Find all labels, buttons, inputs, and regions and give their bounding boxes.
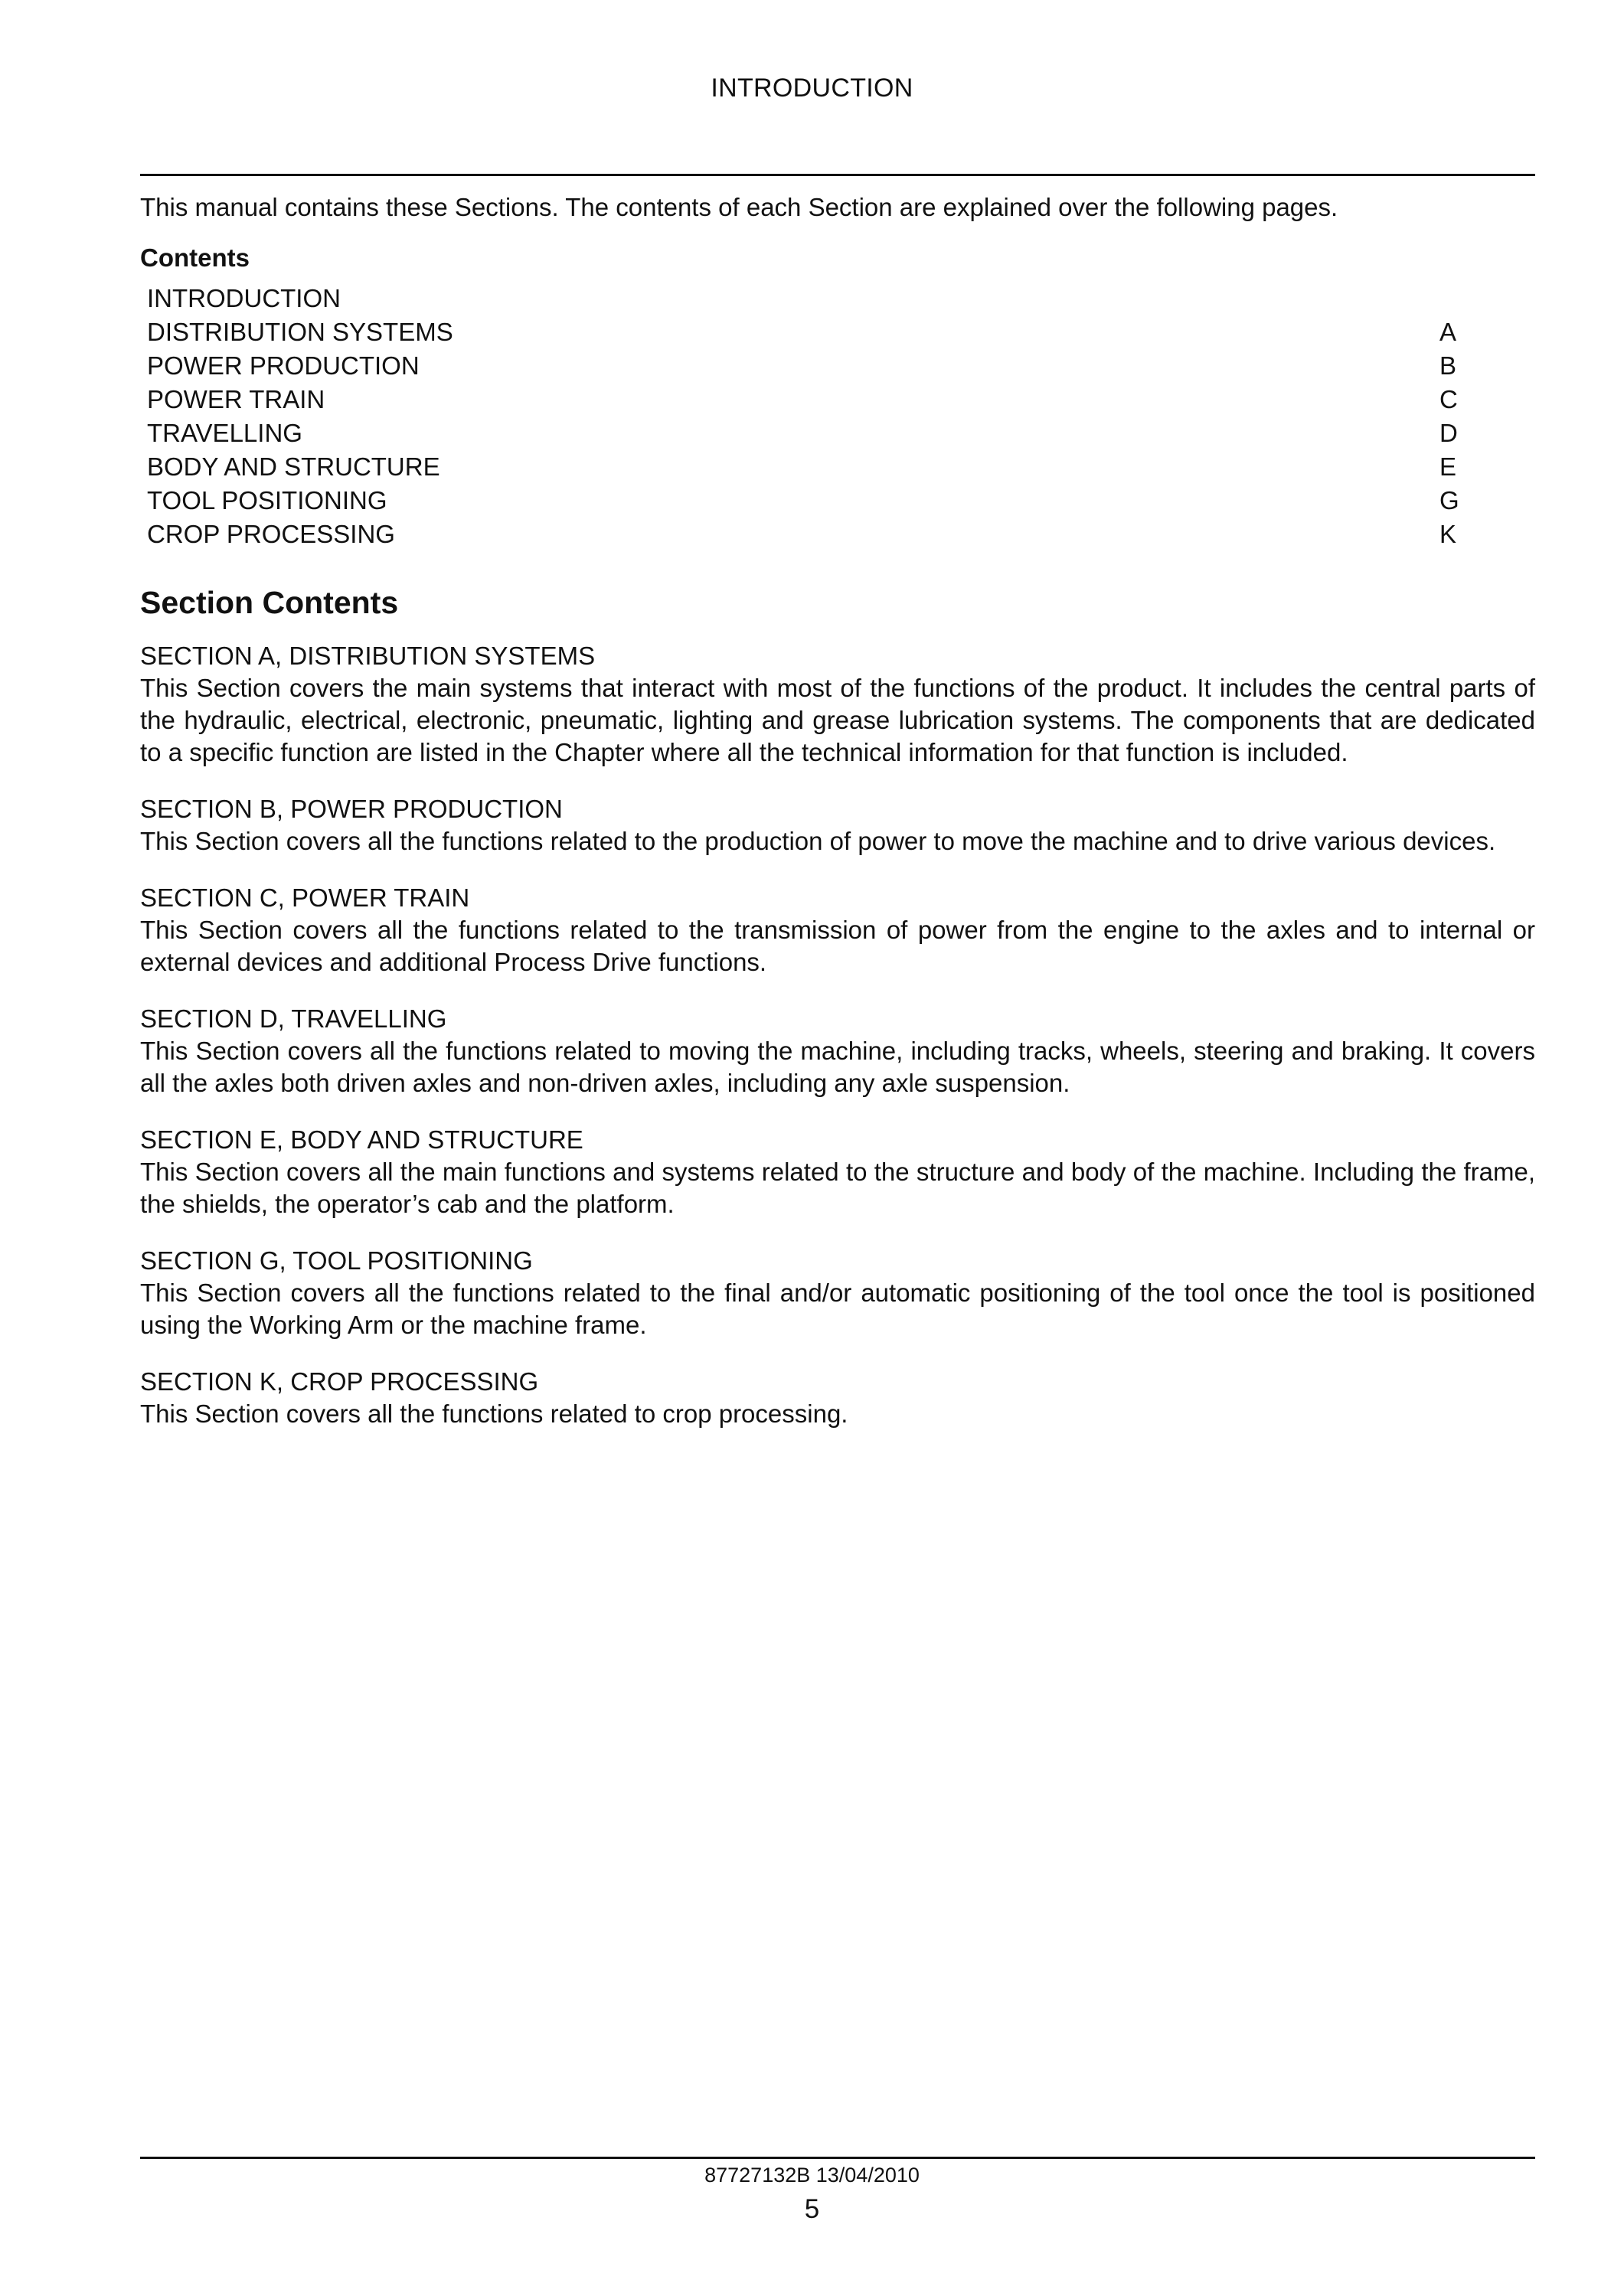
section-description: This Section covers all the functions related to the production of power to move the machine and to drive various devices. <box>140 827 1496 855</box>
contents-label: CROP PROCESSING <box>147 520 395 548</box>
section-description: This Section covers all the main functions and systems related to the structure and body of the machine. Including the frame, the shields, the operator’s cab and the platform. <box>140 1158 1535 1218</box>
section-description: This Section covers all the functions related to moving the machine, including tracks, wheels, steering and braking. It covers all the axles both driven axles and non-driven axles, including any axle suspension. <box>140 1037 1535 1097</box>
section-description: This Section covers all the functions related to the final and/or automatic positioning of the tool once the tool is positioned using the Working Arm or the machine frame. <box>140 1279 1535 1339</box>
contents-row <box>147 484 1535 518</box>
section-contents-heading: Section Contents <box>140 585 399 620</box>
document-reference: 87727132B 13/04/2010 <box>704 2164 920 2187</box>
section-description: This Section covers all the functions related to crop processing. <box>140 1399 848 1428</box>
contents-label: POWER PRODUCTION <box>147 351 420 380</box>
section-title: SECTION B, POWER PRODUCTION <box>140 795 563 823</box>
contents-row <box>147 416 1535 450</box>
contents-label: TOOL POSITIONING <box>147 486 387 514</box>
contents-label: TRAVELLING <box>147 419 302 447</box>
contents-heading: Contents <box>140 243 250 272</box>
section-block-b <box>140 793 1535 857</box>
section-description: This Section covers the main systems that interact with most of the functions of the product. It includes the central parts of the hydraulic, electrical, electronic, pneumatic, lighting and grease lubrication systems. The components that are dedicated to a specific function are listed in the Chapter where all the technical information for that function is included. <box>140 674 1535 766</box>
intro-paragraph: This manual contains these Sections. The contents of each Section are explained over the following pages. <box>140 193 1338 221</box>
section-title: SECTION C, POWER TRAIN <box>140 883 470 912</box>
contents-row <box>147 450 1535 484</box>
section-block-c <box>140 882 1535 978</box>
running-header: INTRODUCTION <box>711 73 913 103</box>
contents-letter: C <box>1439 385 1458 413</box>
contents-letter <box>1439 282 1470 315</box>
contents-row <box>147 518 1535 551</box>
contents-row <box>147 282 1535 315</box>
page-number: 5 <box>804 2194 820 2224</box>
contents-label: POWER TRAIN <box>147 385 325 413</box>
section-block-k <box>140 1366 1535 1430</box>
section-block-d <box>140 1003 1535 1099</box>
section-title: SECTION A, DISTRIBUTION SYSTEMS <box>140 642 596 670</box>
section-title: SECTION E, BODY AND STRUCTURE <box>140 1125 583 1154</box>
section-title: SECTION G, TOOL POSITIONING <box>140 1246 533 1275</box>
contents-label: BODY AND STRUCTURE <box>147 452 440 481</box>
contents-letter: A <box>1439 318 1457 346</box>
footer-rule <box>140 2157 1535 2159</box>
section-block-a <box>140 640 1535 769</box>
contents-label: DISTRIBUTION SYSTEMS <box>147 318 453 346</box>
section-block-e <box>140 1124 1535 1220</box>
section-block-g <box>140 1245 1535 1341</box>
contents-row <box>147 349 1535 383</box>
contents-letter: E <box>1439 452 1457 481</box>
section-title: SECTION K, CROP PROCESSING <box>140 1367 539 1396</box>
contents-letter: K <box>1439 520 1457 548</box>
contents-letter: B <box>1439 351 1457 380</box>
contents-letter: D <box>1439 419 1458 447</box>
contents-label: INTRODUCTION <box>147 284 341 312</box>
contents-row <box>147 315 1535 349</box>
contents-list <box>140 282 1535 551</box>
contents-letter: G <box>1439 486 1459 514</box>
section-title: SECTION D, TRAVELLING <box>140 1004 447 1033</box>
header-rule <box>140 174 1535 176</box>
contents-row <box>147 383 1535 416</box>
page-content <box>140 191 1535 1455</box>
section-description: This Section covers all the functions related to the transmission of power from the engine to the axles and to internal or external devices and additional Process Drive functions. <box>140 916 1535 976</box>
